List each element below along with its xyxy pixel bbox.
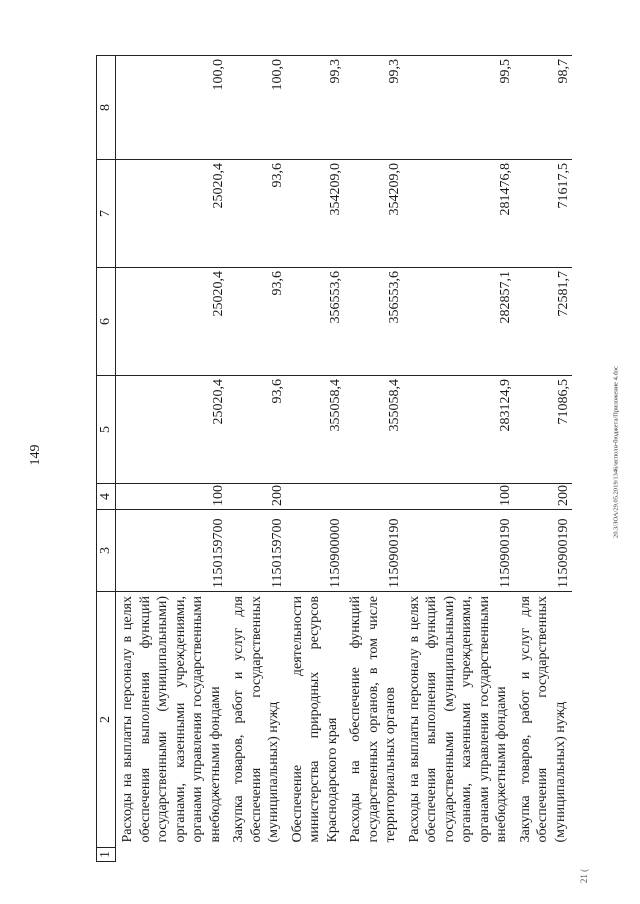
header-cell-7: 7 bbox=[97, 160, 116, 268]
row-value-5: 93,6 bbox=[227, 376, 286, 484]
blank-cell bbox=[514, 848, 573, 862]
table-row bbox=[514, 56, 573, 862]
header-cell-8: 8 bbox=[97, 56, 116, 160]
blank-cell bbox=[116, 848, 228, 862]
blank-cell bbox=[403, 848, 514, 862]
row-value-8: 99,5 bbox=[403, 56, 514, 160]
row-code: 1150900190 bbox=[514, 510, 573, 592]
row-description: Расходы на обеспечение функций государственных органов, в том числе территориальных органов bbox=[344, 592, 403, 848]
row-value-6: 282857,1 bbox=[403, 268, 514, 376]
row-value-7: 354209,0 bbox=[286, 160, 345, 268]
header-cell-3: 3 bbox=[97, 510, 116, 592]
row-code: 1150159700 bbox=[116, 510, 228, 592]
row-code: 1150900190 bbox=[403, 510, 514, 592]
row-description: Закупка товаров, работ и услуг для обеспечения государственных (муниципальных) нужд bbox=[514, 592, 573, 848]
row-expense-type bbox=[344, 484, 403, 510]
row-value-7: 71617,5 bbox=[514, 160, 573, 268]
row-value-8: 98,7 bbox=[514, 56, 573, 160]
table-container bbox=[96, 56, 590, 862]
row-value-5: 355058,4 bbox=[344, 376, 403, 484]
budget-table bbox=[96, 55, 572, 862]
table-row bbox=[344, 56, 403, 862]
page-number: 149 bbox=[28, 444, 43, 466]
row-value-8: 100,0 bbox=[227, 56, 286, 160]
header-cell-5: 5 bbox=[97, 376, 116, 484]
row-description: Обеспечение деятельности министерства природных ресурсов Краснодарского края bbox=[286, 592, 345, 848]
row-value-6: 356553,6 bbox=[286, 268, 345, 376]
row-value-7: 93,6 bbox=[227, 160, 286, 268]
corner-mark: 21 ( bbox=[579, 868, 589, 884]
row-value-5: 355058,4 bbox=[286, 376, 345, 484]
blank-cell bbox=[227, 848, 286, 862]
row-code: 1150900000 bbox=[286, 510, 345, 592]
row-value-5: 283124,9 bbox=[403, 376, 514, 484]
row-description: Расходы на выплаты персоналу в целях обеспечения выполнения функций государственными (муниципальными) органами, казенными учреждениями, органами управления государственными внебюджетными фондами bbox=[116, 592, 228, 848]
header-cell-1: 1 bbox=[97, 848, 116, 862]
row-value-8: 99,3 bbox=[344, 56, 403, 160]
blank-cell bbox=[286, 848, 345, 862]
row-description: Расходы на выплаты персоналу в целях обеспечения выполнения функций государственными (муниципальными) органами, казенными учреждениями, органами управления государственными внебюджетными фондами bbox=[403, 592, 514, 848]
row-value-6: 356553,6 bbox=[344, 268, 403, 376]
row-value-6: 25020,4 bbox=[116, 268, 228, 376]
row-value-8: 99,3 bbox=[286, 56, 345, 160]
table-row bbox=[286, 56, 345, 862]
row-value-7: 354209,0 bbox=[344, 160, 403, 268]
row-code: 1150159700 bbox=[227, 510, 286, 592]
header-cell-4: 4 bbox=[97, 484, 116, 510]
row-value-7: 281476,8 bbox=[403, 160, 514, 268]
row-value-8: 100,0 bbox=[116, 56, 228, 160]
table-row bbox=[227, 56, 286, 862]
row-value-5: 71086,5 bbox=[514, 376, 573, 484]
row-expense-type: 200 bbox=[227, 484, 286, 510]
blank-cell bbox=[344, 848, 403, 862]
row-expense-type bbox=[286, 484, 345, 510]
row-value-6: 93,6 bbox=[227, 268, 286, 376]
table-row bbox=[403, 56, 514, 862]
row-code: 1150900190 bbox=[344, 510, 403, 592]
header-cell-2: 2 bbox=[97, 592, 116, 848]
row-value-7: 25020,4 bbox=[116, 160, 228, 268]
row-value-6: 72581,7 bbox=[514, 268, 573, 376]
row-value-5: 25020,4 bbox=[116, 376, 228, 484]
row-expense-type: 200 bbox=[514, 484, 573, 510]
row-expense-type: 100 bbox=[403, 484, 514, 510]
header-cell-6: 6 bbox=[97, 268, 116, 376]
row-expense-type: 100 bbox=[116, 484, 228, 510]
header-row bbox=[97, 56, 116, 862]
table-row bbox=[116, 56, 228, 862]
file-reference: 20.3/ЗОА/29.05.2019/1346/исполн-бюджета/Приложение 4.doc bbox=[612, 366, 620, 538]
row-description: Закупка товаров, работ и услуг для обеспечения государственных (муниципальных) нужд bbox=[227, 592, 286, 848]
